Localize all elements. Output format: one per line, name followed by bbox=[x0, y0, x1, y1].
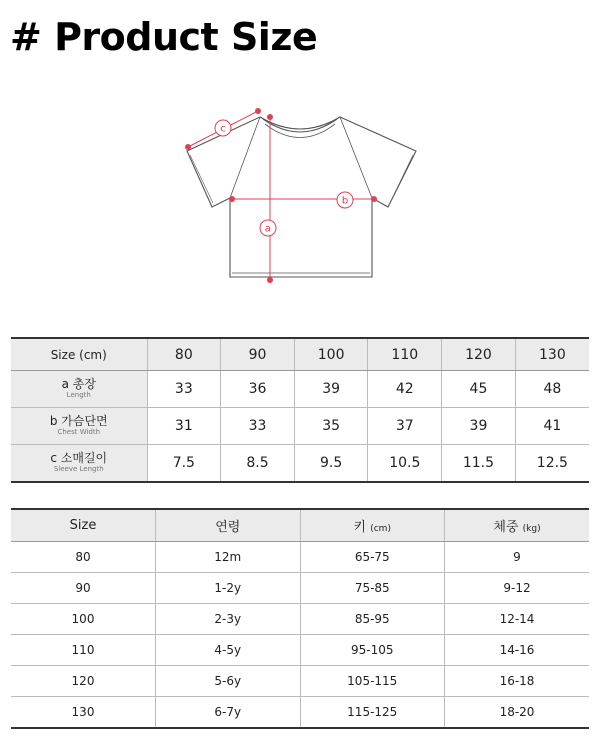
table-cell: 31 bbox=[147, 408, 221, 445]
marker-c bbox=[215, 120, 231, 136]
table-row bbox=[11, 604, 589, 635]
table-row bbox=[11, 445, 589, 483]
table-cell: 6-7y bbox=[156, 697, 301, 729]
table-cell: 42 bbox=[368, 371, 442, 408]
table-cell: 39 bbox=[442, 408, 516, 445]
header-size: 80 bbox=[147, 338, 221, 371]
table-cell: 1-2y bbox=[156, 573, 301, 604]
table-cell: 37 bbox=[368, 408, 442, 445]
table-cell: 12.5 bbox=[515, 445, 589, 483]
table-row bbox=[11, 408, 589, 445]
table-cell: 65-75 bbox=[300, 542, 445, 573]
table-cell: 105-115 bbox=[300, 666, 445, 697]
table-cell: 85-95 bbox=[300, 604, 445, 635]
header-size: 130 bbox=[515, 338, 589, 371]
table-row bbox=[11, 697, 589, 729]
table-cell: 5-6y bbox=[156, 666, 301, 697]
table-cell: 4-5y bbox=[156, 635, 301, 666]
header-size: 120 bbox=[442, 338, 516, 371]
table-cell: 35 bbox=[294, 408, 368, 445]
svg-text:c: c bbox=[220, 123, 226, 135]
table-cell: 95-105 bbox=[300, 635, 445, 666]
table-cell: 9-12 bbox=[445, 573, 590, 604]
table-cell: 9.5 bbox=[294, 445, 368, 483]
table-cell: 90 bbox=[11, 573, 156, 604]
table-cell: 115-125 bbox=[300, 697, 445, 729]
header-size: 110 bbox=[368, 338, 442, 371]
header-size: 100 bbox=[294, 338, 368, 371]
header-age: 연령 bbox=[156, 509, 301, 542]
table-cell: 130 bbox=[11, 697, 156, 729]
header-size: Size bbox=[11, 509, 156, 542]
marker-b bbox=[337, 192, 353, 208]
table-cell: 16-18 bbox=[445, 666, 590, 697]
size-measurement-table bbox=[11, 337, 589, 483]
table-cell: 12m bbox=[156, 542, 301, 573]
row-label: c 소매길이 Sleeve Length bbox=[11, 445, 147, 483]
table-row bbox=[11, 666, 589, 697]
table-header-row bbox=[11, 509, 589, 542]
age-size-table bbox=[11, 508, 589, 729]
table-cell: 120 bbox=[11, 666, 156, 697]
page-title: # Product Size bbox=[10, 15, 318, 59]
table-cell: 39 bbox=[294, 371, 368, 408]
table-row bbox=[11, 542, 589, 573]
table-cell: 41 bbox=[515, 408, 589, 445]
table-cell: 9 bbox=[445, 542, 590, 573]
table-cell: 11.5 bbox=[442, 445, 516, 483]
svg-text:b: b bbox=[341, 195, 349, 207]
table-cell: 45 bbox=[442, 371, 516, 408]
table-cell: 14-16 bbox=[445, 635, 590, 666]
table-cell: 12-14 bbox=[445, 604, 590, 635]
table-cell: 2-3y bbox=[156, 604, 301, 635]
table-cell: 18-20 bbox=[445, 697, 590, 729]
header-height: 키 (cm) bbox=[300, 509, 445, 542]
table-cell: 48 bbox=[515, 371, 589, 408]
table-cell: 33 bbox=[221, 408, 295, 445]
header-size-cm: Size (cm) bbox=[11, 338, 147, 371]
table-cell: 36 bbox=[221, 371, 295, 408]
marker-a bbox=[260, 220, 276, 236]
table-header-row bbox=[11, 338, 589, 371]
table-row bbox=[11, 573, 589, 604]
svg-text:a: a bbox=[264, 223, 272, 235]
table-cell: 7.5 bbox=[147, 445, 221, 483]
table-cell: 10.5 bbox=[368, 445, 442, 483]
table-row bbox=[11, 371, 589, 408]
tshirt-outline bbox=[187, 117, 416, 277]
header-size: 90 bbox=[221, 338, 295, 371]
table-cell: 33 bbox=[147, 371, 221, 408]
row-label: a 총장 Length bbox=[11, 371, 147, 408]
table-cell: 100 bbox=[11, 604, 156, 635]
header-weight: 체중 (kg) bbox=[445, 509, 590, 542]
table-row bbox=[11, 635, 589, 666]
row-label: b 가슴단면 Chest Width bbox=[11, 408, 147, 445]
table-cell: 110 bbox=[11, 635, 156, 666]
table-cell: 75-85 bbox=[300, 573, 445, 604]
tshirt-measurement-diagram bbox=[170, 95, 430, 295]
table-cell: 80 bbox=[11, 542, 156, 573]
table-cell: 8.5 bbox=[221, 445, 295, 483]
